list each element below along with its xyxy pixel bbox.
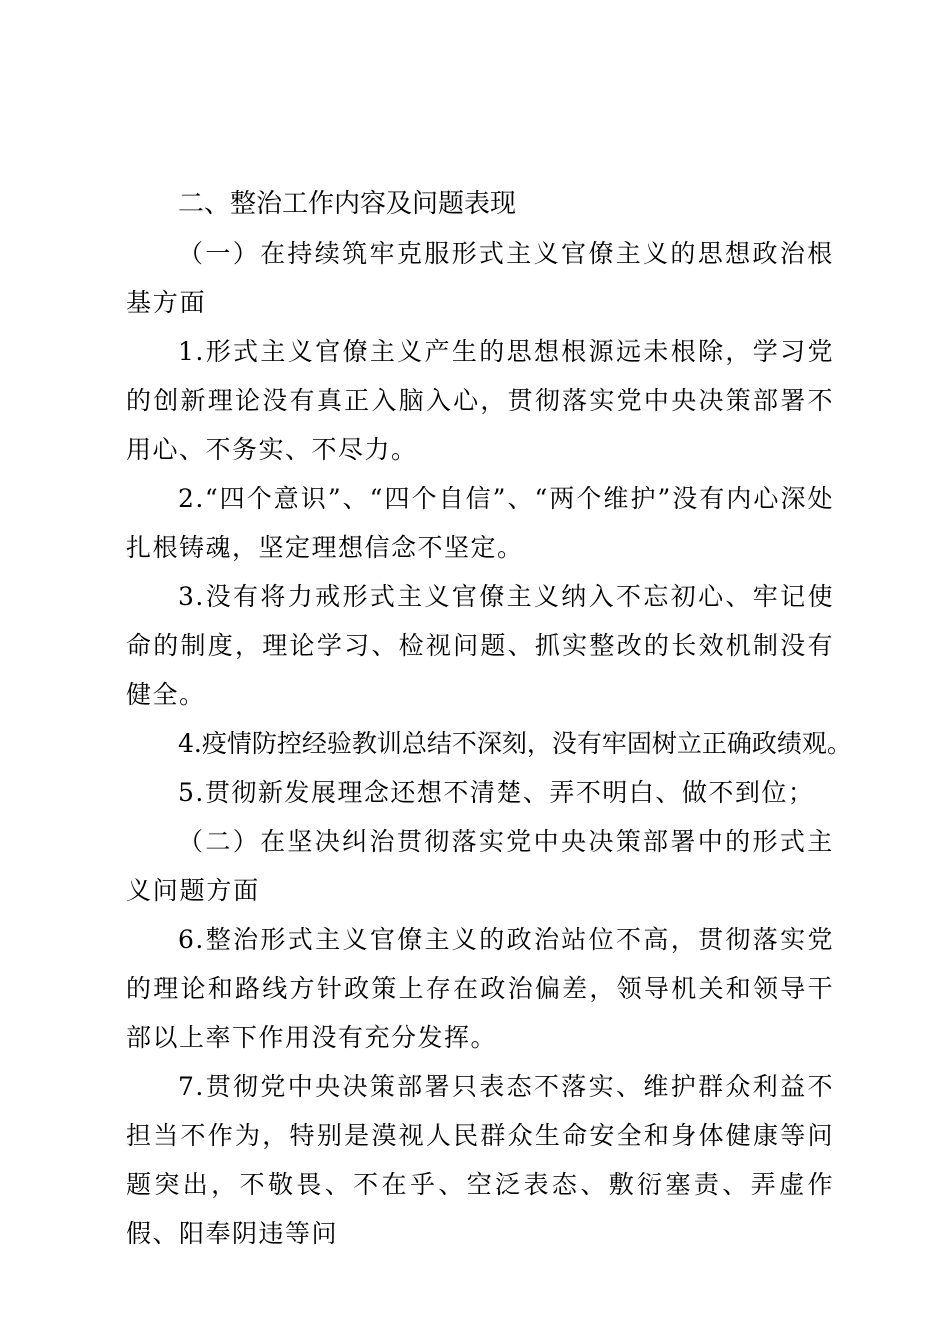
item-1: 1.形式主义官僚主义产生的思想根源远未根除，学习党的创新理论没有真正入脑入心，贯彻落实党中央决策部署不用心、不务实、不尽力。 [126, 337, 834, 464]
document-body [126, 180, 852, 1258]
section-heading: 二、整治工作内容及问题表现 [178, 189, 517, 219]
item-7: 7.贯彻党中央决策部署只表态不落实、维护群众利益不担当不作为，特别是漠视人民群众生命安全和身体健康等问题突出，不敬畏、不在乎、空泛表态、敷衍塞责、弄虚作假、阳奉阴违等问 [126, 1072, 834, 1248]
item-4: 4.疫情防控经验教训总结不深刻，没有牢固树立正确政绩观。 [178, 729, 852, 758]
item-3: 3.没有将力戒形式主义官僚主义纳入不忘初心、牢记使命的制度，理论学习、检视问题、抓实整改的长效机制没有健全。 [126, 582, 834, 709]
subsection-heading-1: （一）在持续筑牢克服形式主义官僚主义的思想政治根基方面 [126, 239, 834, 317]
item-2: 2.“四个意识”、“四个自信”、“两个维护”没有内心深处扎根铸魂，坚定理想信念不坚定。 [126, 484, 834, 562]
subsection-heading-2: （二）在坚决纠治贯彻落实党中央决策部署中的形式主义问题方面 [126, 827, 834, 905]
item-5: 5.贯彻新发展理念还想不清楚、弄不明白、做不到位； [178, 778, 815, 807]
item-6: 6.整治形式主义官僚主义的政治站位不高，贯彻落实党的理论和路线方针政策上存在政治偏差，领导机关和领导干部以上率下作用没有充分发挥。 [126, 925, 834, 1052]
